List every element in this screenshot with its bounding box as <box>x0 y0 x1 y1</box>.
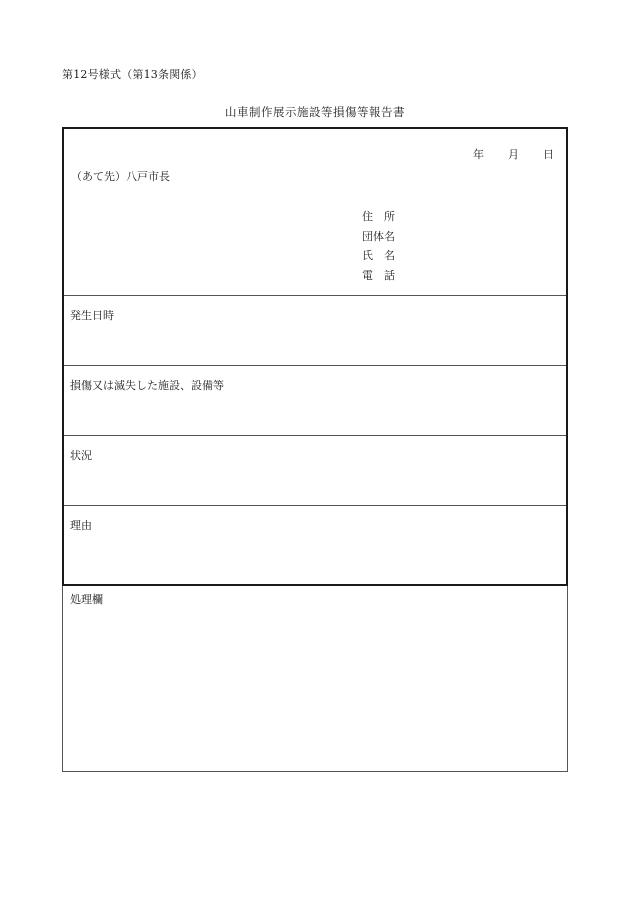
name-label: 氏名 <box>362 249 406 262</box>
date-day-label: 日 <box>543 148 554 161</box>
processing-label: 処理欄 <box>70 593 103 606</box>
applicant-block <box>362 207 406 285</box>
report-form-table <box>62 127 568 586</box>
addressee: （あて先）八戸市長 <box>71 170 170 183</box>
form-number: 第12号様式（第13条関係） <box>62 68 203 81</box>
date-year-label: 年 <box>473 148 484 161</box>
page-title: 山車制作展示施設等損傷等報告書 <box>225 105 405 119</box>
occurrence-datetime-section <box>64 296 566 366</box>
phone-label: 電話 <box>362 268 406 282</box>
address-label: 住所 <box>362 210 406 223</box>
reason-label: 理由 <box>70 519 92 532</box>
reason-section <box>64 506 566 584</box>
date-month-label: 月 <box>508 148 519 161</box>
status-section <box>64 436 566 506</box>
status-label: 状況 <box>70 449 92 462</box>
date-line <box>449 146 554 162</box>
organization-label: 団体名 <box>362 229 395 243</box>
damaged-facility-section <box>64 366 566 436</box>
occurrence-datetime-label: 発生日時 <box>70 309 114 322</box>
damaged-facility-label: 損傷又は滅失した施設、設備等 <box>70 379 224 392</box>
header-section <box>64 129 566 296</box>
processing-section <box>62 586 568 772</box>
